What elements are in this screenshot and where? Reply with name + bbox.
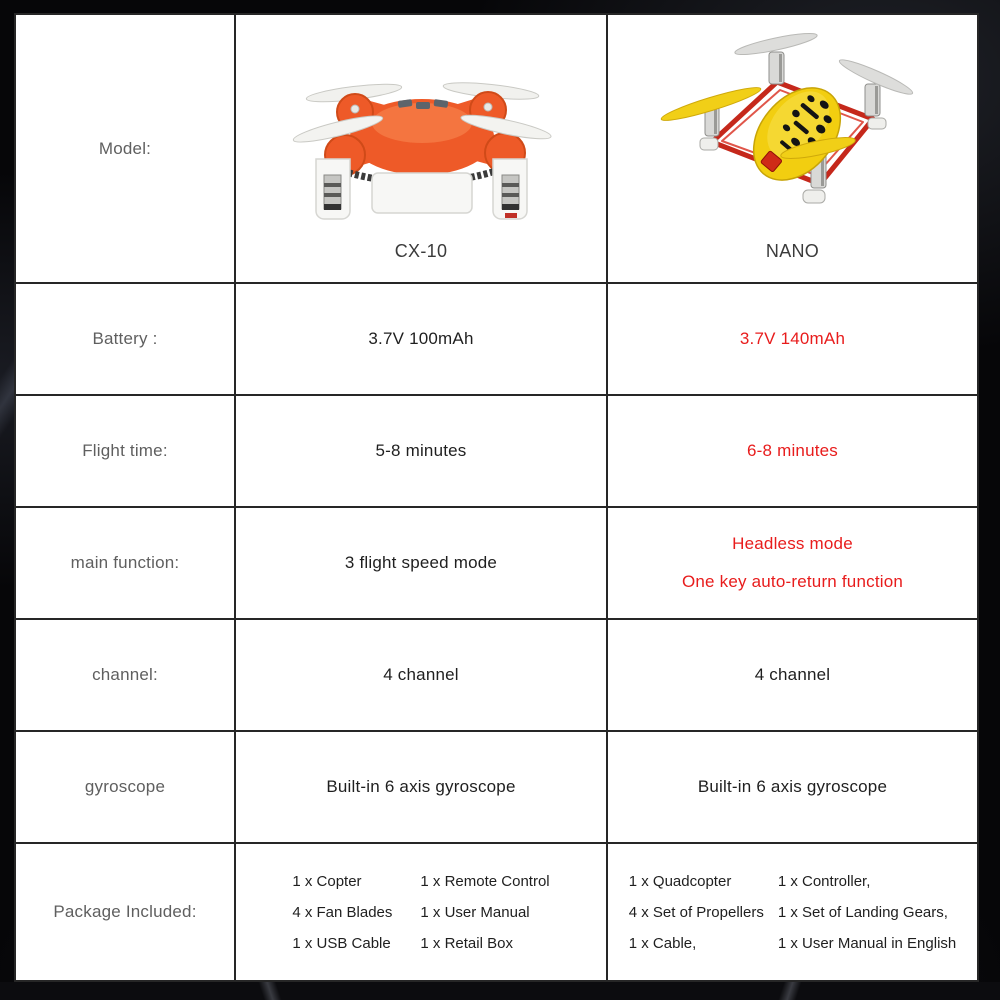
cx10-drone-image bbox=[254, 67, 589, 232]
main-function-row bbox=[16, 508, 977, 620]
flight-time-cx10-value: 5-8 minutes bbox=[375, 441, 467, 460]
model-nano-cell bbox=[608, 15, 977, 282]
cx10-model-name: CX-10 bbox=[394, 241, 448, 261]
model-cx10-cell bbox=[236, 15, 608, 282]
comparison-table bbox=[14, 13, 979, 982]
channel-row-label: channel: bbox=[16, 620, 236, 730]
package-item: 1 x User Manual bbox=[420, 903, 530, 921]
background-bottom-surface bbox=[0, 982, 1000, 1000]
nano-model-name: NANO bbox=[765, 241, 820, 261]
package-item: 1 x Cable, bbox=[628, 934, 697, 952]
package-item: 1 x Set of Landing Gears, bbox=[777, 903, 948, 921]
package-item: 1 x Copter bbox=[292, 872, 362, 890]
battery-row-label: Battery : bbox=[16, 284, 236, 394]
battery-cx10-value: 3.7V 100mAh bbox=[368, 329, 474, 348]
model-row bbox=[16, 15, 977, 284]
package-item: 1 x Retail Box bbox=[420, 934, 513, 952]
package-cx10-list bbox=[292, 866, 549, 959]
channel-nano-value: 4 channel bbox=[754, 665, 831, 684]
gyroscope-cx10-value: Built-in 6 axis gyroscope bbox=[326, 777, 516, 796]
package-item: 1 x Quadcopter bbox=[628, 872, 732, 890]
flight-time-nano-value: 6-8 minutes bbox=[746, 441, 839, 460]
gyroscope-row bbox=[16, 732, 977, 844]
package-nano-list bbox=[629, 866, 957, 959]
package-item: 4 x Set of Propellers bbox=[628, 903, 764, 921]
main-function-row-label: main function: bbox=[16, 508, 236, 618]
nano-drone-image bbox=[648, 22, 938, 232]
package-item: 1 x User Manual in English bbox=[777, 934, 957, 952]
package-item: 4 x Fan Blades bbox=[292, 903, 393, 921]
main-function-nano-line1: Headless mode bbox=[732, 534, 853, 553]
flight-time-row bbox=[16, 396, 977, 508]
package-item: 1 x Controller, bbox=[777, 872, 871, 890]
main-function-cx10-value: 3 flight speed mode bbox=[344, 553, 498, 572]
flight-time-row-label: Flight time: bbox=[16, 396, 236, 506]
package-row bbox=[16, 844, 977, 980]
channel-row bbox=[16, 620, 977, 732]
model-row-label: Model: bbox=[16, 15, 236, 282]
gyroscope-nano-value: Built-in 6 axis gyroscope bbox=[697, 777, 888, 796]
package-row-label: Package Included: bbox=[16, 844, 236, 980]
main-function-nano-line2: One key auto-return function bbox=[681, 572, 904, 591]
gyroscope-row-label: gyroscope bbox=[16, 732, 236, 842]
main-function-nano-value bbox=[682, 525, 903, 601]
package-item: 1 x USB Cable bbox=[292, 934, 391, 952]
battery-nano-value: 3.7V 140mAh bbox=[739, 329, 846, 348]
package-item: 1 x Remote Control bbox=[420, 872, 550, 890]
channel-cx10-value: 4 channel bbox=[383, 665, 459, 684]
battery-row bbox=[16, 284, 977, 396]
